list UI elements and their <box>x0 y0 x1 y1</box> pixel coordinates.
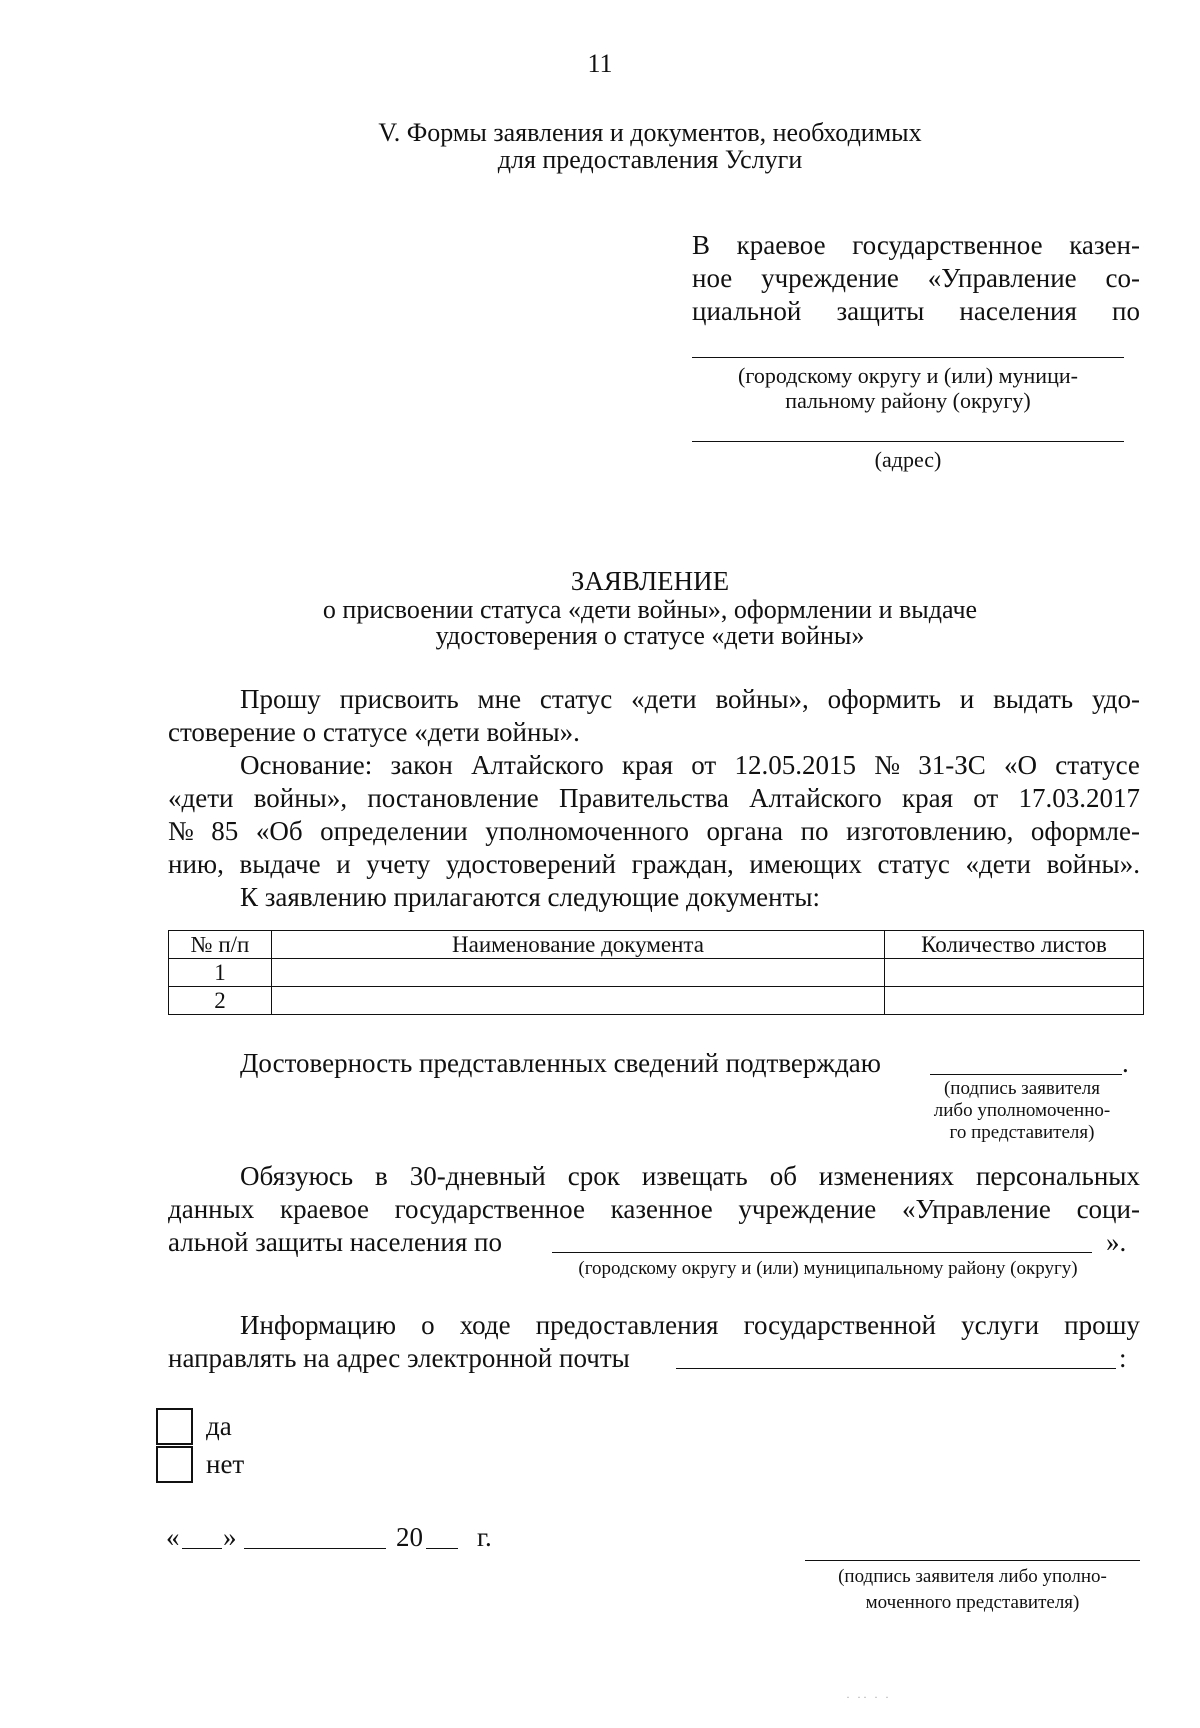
confirmation-signature-line[interactable] <box>930 1074 1122 1075</box>
email-request-line-2-end: : <box>1119 1343 1127 1373</box>
checkbox-no[interactable] <box>156 1446 193 1483</box>
address-caption: (адрес) <box>874 447 942 472</box>
statement-subtitle-2: удостоверения о статусе «дети войны» <box>435 621 865 650</box>
table-row <box>169 987 1144 1015</box>
basis-line-1: Основание: закон Алтайского края от 12.05.2015 № 31-ЗС «О статусе <box>240 750 1140 780</box>
page-count-cell[interactable] <box>885 959 1144 987</box>
row-number-cell: 1 <box>169 959 272 987</box>
basis-line-2: «дети войны», постановление Правительства Алтайского края от 17.03.2017 <box>168 783 1140 813</box>
section-title-line-2: для предоставления Услуги <box>497 145 803 174</box>
addressee-line-1: В краевое государственное казен- <box>692 230 1140 260</box>
documents-table <box>168 930 1144 1015</box>
statement-title: ЗАЯВЛЕНИЕ <box>570 566 730 596</box>
email-request-line-2: направлять на адрес электронной почты <box>168 1343 630 1373</box>
signature-caption-1: (подпись заявителя либо уполно- <box>838 1566 1107 1587</box>
obligation-caption: (городскому округу и (или) муниципальному району (округу) <box>578 1258 1078 1279</box>
table-row <box>169 959 1144 987</box>
obligation-line-1: Обязуюсь в 30-дневный срок извещать об изменениях персональных <box>240 1161 1140 1191</box>
obligation-line-3: альной защиты населения по <box>168 1227 502 1257</box>
statement-subtitle-1: о присвоении статуса «дети войны», оформлении и выдаче <box>322 595 978 624</box>
obligation-district-line[interactable] <box>552 1252 1092 1253</box>
column-header-document-name: Наименование документа <box>272 931 885 959</box>
date-year-line[interactable] <box>426 1548 458 1549</box>
confirmation-caption-2: либо уполномоченно- <box>933 1100 1111 1121</box>
document-name-cell[interactable] <box>272 987 885 1015</box>
request-line-1: Прошу присвоить мне статус «дети войны», оформить и выдать удо- <box>240 684 1140 714</box>
option-yes-label: да <box>206 1411 232 1441</box>
confirmation-caption-3: го представителя) <box>949 1122 1095 1143</box>
document-name-cell[interactable] <box>272 959 885 987</box>
date-close-quote: » <box>223 1522 237 1552</box>
confirmation-caption-1: (подпись заявителя <box>943 1078 1101 1099</box>
obligation-line-3-end: ». <box>1106 1227 1127 1257</box>
confirmation-text: Достоверность представленных сведений подтверждаю <box>240 1048 881 1078</box>
email-input-line[interactable] <box>676 1368 1116 1369</box>
date-year-suffix: г. <box>477 1522 492 1552</box>
address-input-line[interactable] <box>692 441 1124 442</box>
option-no-label: нет <box>206 1449 245 1479</box>
district-input-line[interactable] <box>692 357 1124 358</box>
date-day-line[interactable] <box>182 1548 222 1549</box>
date-open-quote: « <box>166 1522 180 1552</box>
district-caption-1: (городскому округу и (или) муници- <box>738 363 1078 388</box>
section-title-line-1: V. Формы заявления и документов, необходимых <box>378 118 922 147</box>
column-header-page-count: Количество листов <box>885 931 1144 959</box>
district-caption-2: пальному району (округу) <box>785 388 1031 413</box>
checkbox-yes[interactable] <box>156 1408 193 1445</box>
attachments-intro: К заявлению прилагаются следующие документы: <box>240 882 821 912</box>
page-number: 11 <box>587 49 613 78</box>
signature-caption-2: моченного представителя) <box>865 1592 1080 1613</box>
obligation-line-2: данных краевое государственное казенное учреждение «Управление соци- <box>168 1194 1140 1224</box>
date-month-line[interactable] <box>244 1548 386 1549</box>
column-header-number: № п/п <box>169 931 272 959</box>
table-header-row <box>169 931 1144 959</box>
basis-line-3: № 85 «Об определении уполномоченного органа по изготовлению, оформле- <box>168 816 1140 846</box>
addressee-line-2: ное учреждение «Управление со- <box>692 263 1140 293</box>
row-number-cell: 2 <box>169 987 272 1015</box>
scan-artifact: · ·· · · <box>846 1690 891 1704</box>
email-request-line-1: Информацию о ходе предоставления государственной услуги прошу <box>240 1310 1140 1340</box>
addressee-line-3: циальной защиты населения по <box>692 296 1140 326</box>
signature-line[interactable] <box>805 1560 1140 1561</box>
date-year-prefix: 20 <box>396 1522 423 1552</box>
basis-line-4: нию, выдаче и учету удостоверений граждан, имеющих статус «дети войны». <box>168 849 1140 879</box>
request-line-2: стоверение о статусе «дети войны». <box>168 717 580 747</box>
page-count-cell[interactable] <box>885 987 1144 1015</box>
confirmation-period: . <box>1122 1048 1129 1078</box>
